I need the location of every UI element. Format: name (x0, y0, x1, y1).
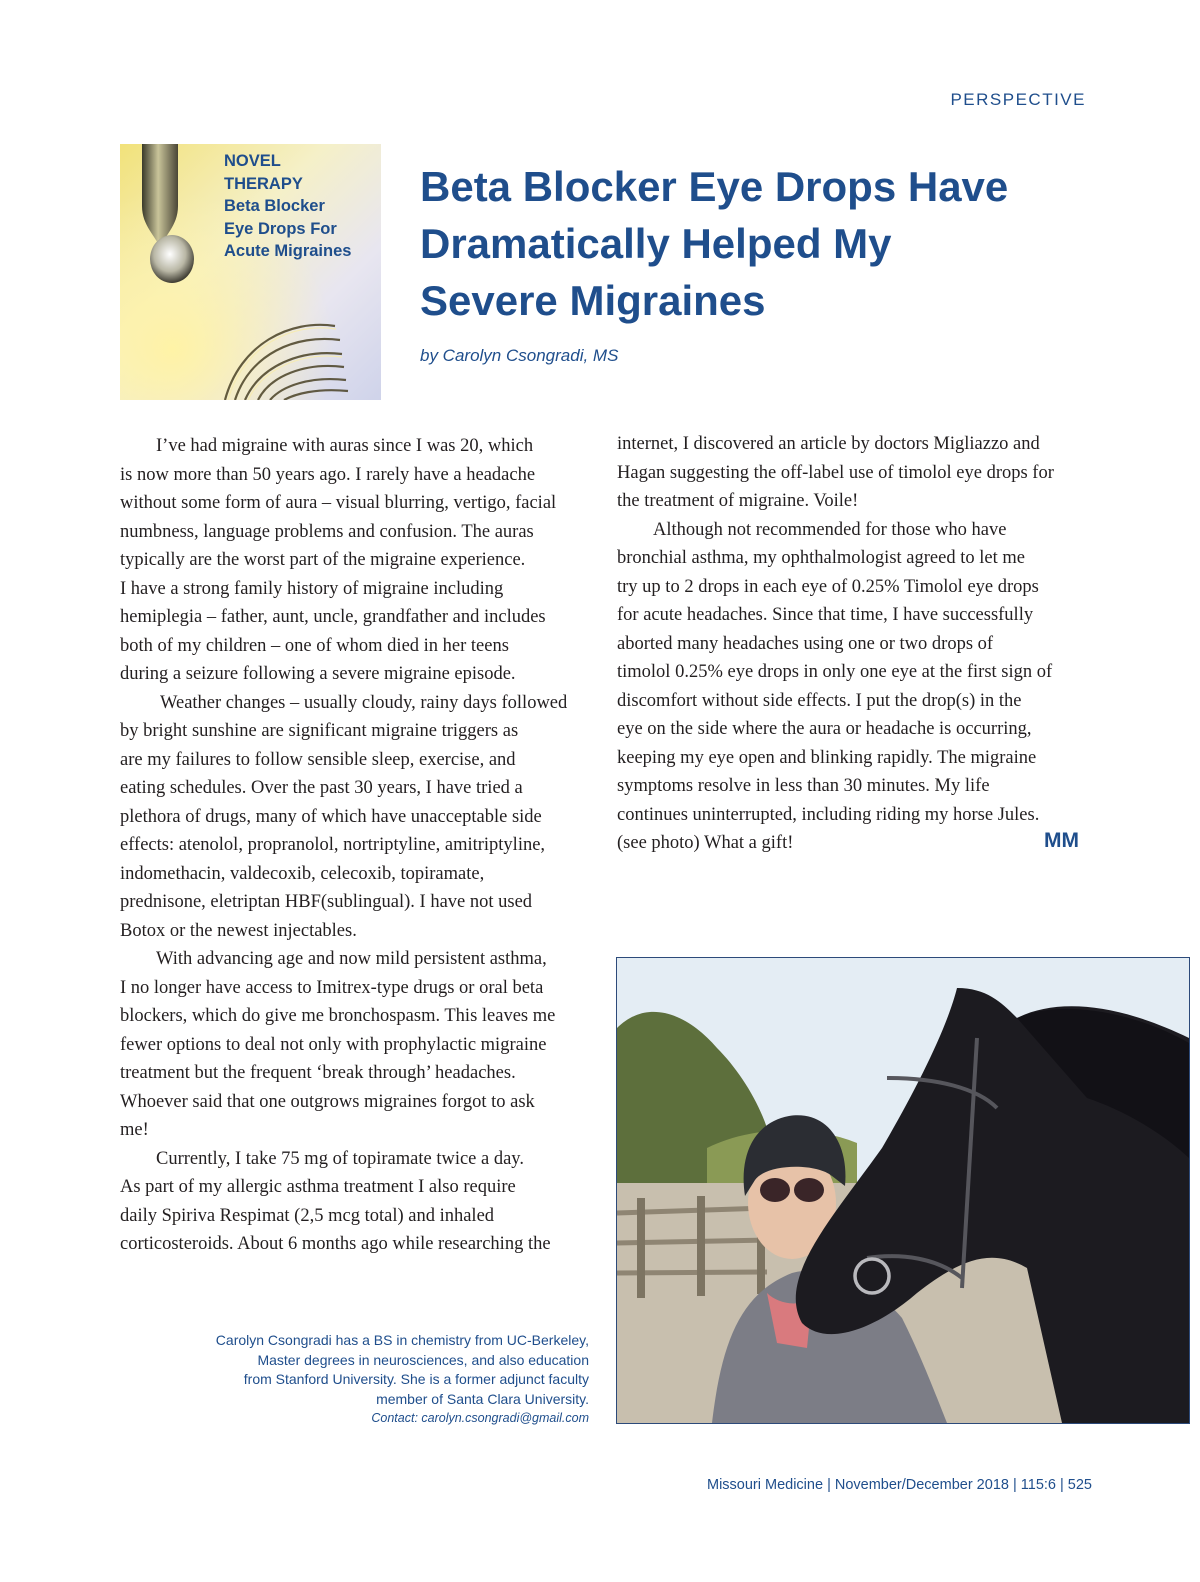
body-line: is now more than 50 years ago. I rarely have a headache (120, 464, 536, 485)
body-line: Weather changes – usually cloudy, rainy days followed (160, 692, 568, 713)
body-line: Although not recommended for those who have (653, 519, 1007, 540)
body-line: bronchial asthma, my ophthalmologist agreed to let me (617, 548, 1025, 568)
body-line: numbness, language problems and confusion. The auras (120, 521, 534, 542)
body-line: both of my children – one of whom died in her teens (120, 635, 509, 656)
body-line: treatment but the frequent ‘break through’ headaches. (120, 1063, 516, 1083)
body-line: I’ve had migraine with auras since I was 20, which (156, 436, 534, 456)
body-line: effects: atenolol, propranolol, nortriptyline, amitriptyline, (120, 835, 546, 855)
body-line: Currently, I take 75 mg of topiramate twice a day. (156, 1148, 524, 1169)
body-line: symptoms resolve in less than 30 minutes. My life (617, 776, 990, 796)
hero-line: Acute Migraines (224, 242, 352, 260)
hero-line: NOVEL (224, 152, 281, 170)
body-line: daily Spiriva Respimat (2,5 mcg total) and inhaled (120, 1205, 495, 1226)
body-line: me! (120, 1120, 149, 1140)
bio-contact: Contact: carolyn.csongradi@gmail.com (371, 1411, 589, 1425)
body-line: I have a strong family history of migraine including (120, 578, 504, 599)
body-line: plethora of drugs, many of which have unacceptable side (120, 806, 542, 827)
body-line: the treatment of migraine. Voile! (617, 491, 859, 511)
body-line: corticosteroids. About 6 months ago while researching the (120, 1234, 551, 1254)
body-line: indomethacin, valdecoxib, celecoxib, topiramate, (120, 863, 485, 884)
body-line: without some form of aura – visual blurring, vertigo, facial (120, 493, 557, 513)
author-signoff: MM (1044, 829, 1079, 852)
section-label: PERSPECTIVE (950, 90, 1086, 109)
body-line: by bright sunshine are significant migraine triggers as (120, 721, 519, 741)
hero-line: THERAPY (224, 174, 303, 193)
body-line: continues uninterrupted, including riding my horse Jules. (617, 804, 1040, 825)
hero-line: Beta Blocker (224, 197, 325, 215)
title-line: Severe Migraines (420, 277, 766, 324)
body-line: for acute headaches. Since that time, I have successfully (617, 605, 1034, 625)
body-line: Hagan suggesting the off-label use of timolol eye drops for (617, 462, 1054, 483)
body-line: aborted many headaches using one or two drops of (617, 633, 994, 654)
body-line: prednisone, eletriptan HBF(sublingual). I have not used (120, 892, 533, 912)
hero-line: Eye Drops For (224, 219, 337, 238)
title-line: Beta Blocker Eye Drops Have (420, 163, 1009, 210)
body-line: Botox or the newest injectables. (120, 920, 357, 941)
bio-line: Master degrees in neurosciences, and also education (257, 1351, 589, 1368)
body-line: (see photo) What a gift! (617, 833, 794, 853)
bio-line: from Stanford University. She is a former adjunct faculty (243, 1371, 589, 1387)
hero-caption (224, 150, 374, 263)
author-horse-photo (616, 957, 1190, 1424)
body-line: keeping my eye open and blinking rapidly. The migraine (617, 747, 1037, 768)
article-title (420, 158, 1100, 329)
body-line: I no longer have access to Imitrex-type drugs or oral beta (120, 977, 544, 998)
body-line: As part of my allergic asthma treatment I also require (120, 1177, 516, 1197)
body-line: hemiplegia – father, aunt, uncle, grandfather and includes (120, 607, 546, 627)
body-line: are my failures to follow sensible sleep, exercise, and (120, 749, 516, 770)
hero-image (120, 144, 381, 400)
body-line: eye on the side where the aura or headache is occurring, (617, 719, 1032, 739)
body-line: fewer options to deal not only with prophylactic migraine (120, 1034, 547, 1055)
body-line: typically are the worst part of the migraine experience. (120, 550, 526, 570)
body-column-left (120, 432, 600, 1259)
body-line: during a seizure following a severe migraine episode. (120, 664, 516, 684)
photo-illustration (617, 958, 1189, 1423)
byline: by Carolyn Csongradi, MS (420, 346, 619, 365)
bio-line: Carolyn Csongradi has a BS in chemistry from UC-Berkeley, (215, 1332, 589, 1348)
body-line: eating schedules. Over the past 30 years, I have tried a (120, 778, 523, 798)
author-bio (169, 1331, 589, 1429)
bio-line: member of Santa Clara University. (376, 1390, 589, 1407)
body-line: discomfort without side effects. I put the drop(s) in the (617, 690, 1022, 711)
body-line: try up to 2 drops in each eye of 0.25% Timolol eye drops (617, 576, 1039, 597)
body-column-right (617, 430, 1092, 858)
title-line: Dramatically Helped My (420, 220, 892, 267)
body-line: timolol 0.25% eye drops in only one eye at the first sign of (617, 662, 1053, 682)
body-line: blockers, which do give me bronchospasm. This leaves me (120, 1006, 556, 1026)
body-line: Whoever said that one outgrows migraines forgot to ask (120, 1091, 535, 1112)
body-line: With advancing age and now mild persistent asthma, (156, 949, 547, 969)
page-footer: Missouri Medicine | November/December 2018 | 115:6 | 525 (707, 1477, 1092, 1493)
body-line: internet, I discovered an article by doctors Migliazzo and (617, 434, 1040, 454)
